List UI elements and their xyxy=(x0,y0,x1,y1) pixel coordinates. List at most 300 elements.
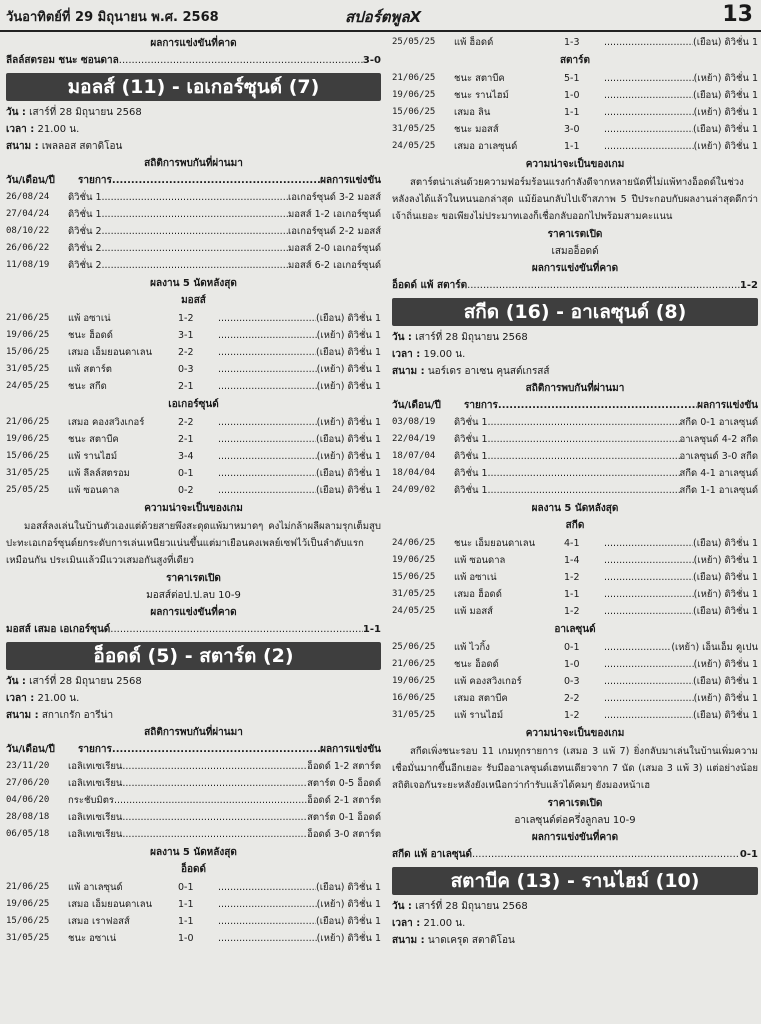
match-day: วัน : เสาร์ที่ 28 มิถุนายน 2568 xyxy=(392,332,528,343)
team-heading: มอสส์ xyxy=(181,295,206,306)
form-result: แพ้ คองสวิงเกอร์ xyxy=(454,676,522,687)
h2h-competition: ดิวิชั่น 2 xyxy=(68,226,102,237)
form-row xyxy=(6,431,381,448)
form-score: 2-1 xyxy=(178,381,194,392)
dot-leader xyxy=(218,879,316,896)
prediction-text: ลีลล์สตรอม ชนะ ซอนดาล xyxy=(6,55,119,66)
h2h-date: 03/08/19 xyxy=(392,417,436,427)
form-list xyxy=(6,414,381,499)
h2h-competition: ดิวิชั่น 2 xyxy=(68,260,102,271)
form-result: ชนะ มอสส์ xyxy=(454,124,499,135)
dot-leader xyxy=(604,603,693,620)
form-date: 21/06/25 xyxy=(392,659,436,669)
h2h-date: 18/07/04 xyxy=(392,451,436,461)
form-result: ชนะ รานไฮม์ xyxy=(454,90,509,101)
h2h-competition: เอลิเทเซเรียน xyxy=(68,812,123,823)
form-list xyxy=(392,70,758,155)
h2h-result: มอสส์ 2-0 เอเกอร์ซุนด์ xyxy=(288,243,381,254)
form-score: 0-1 xyxy=(564,642,580,653)
h2h-row xyxy=(6,223,381,240)
form-result: เสมอ เราฟอสส์ xyxy=(68,916,130,927)
form-score: 1-3 xyxy=(564,37,580,48)
dot-leader xyxy=(218,344,316,361)
section-heading: ราคาเรตเปิด xyxy=(547,229,603,240)
dot-leader xyxy=(604,34,693,51)
form-result: เสมอ คองสวิงเกอร์ xyxy=(68,417,145,428)
form-date: 15/06/25 xyxy=(6,916,50,926)
dot-leader xyxy=(122,826,307,843)
dot-leader xyxy=(218,361,317,378)
form-date: 16/06/25 xyxy=(392,693,436,703)
h2h-date: 22/04/19 xyxy=(392,434,436,444)
form-date: 31/05/25 xyxy=(6,933,50,943)
odds-value: มอสส์ต่อป.ป.ลบ 10-9 xyxy=(146,590,241,601)
h2h-list xyxy=(6,758,381,843)
h2h-row xyxy=(6,240,381,257)
dot-leader xyxy=(604,586,694,603)
dot-leader xyxy=(604,569,693,586)
dot-leader xyxy=(119,53,363,69)
form-score: 5-1 xyxy=(564,73,580,84)
dot-leader xyxy=(102,189,288,206)
dot-leader xyxy=(604,707,693,724)
form-info: (เยือน) ดิวิชั่น 1 xyxy=(693,710,758,721)
team-heading: สกีด xyxy=(565,520,585,531)
form-date: 24/05/25 xyxy=(392,606,436,616)
form-score: 1-2 xyxy=(564,710,580,721)
form-row xyxy=(392,34,758,51)
section-heading: สถิติการพบกันที่ผ่านมา xyxy=(144,727,243,738)
form-result: แพ้ ฮ็อดด์ xyxy=(454,37,494,48)
form-info: (เหย้า) เอ็นเอ็ม คูเปน xyxy=(671,642,758,653)
form-date: 24/05/25 xyxy=(6,381,50,391)
dot-leader xyxy=(218,930,317,947)
form-row xyxy=(392,586,758,603)
dot-leader xyxy=(218,378,317,395)
form-row xyxy=(6,482,381,499)
section-heading: ผลการแข่งขันที่คาด xyxy=(531,263,619,274)
match-banner: อ็อดด์ (5) - สตาร์ต (2) xyxy=(6,642,381,670)
dot-leader xyxy=(604,121,693,138)
section-heading: ผลงาน 5 นัดหลังสุด xyxy=(150,278,237,289)
form-score: 2-2 xyxy=(178,347,194,358)
form-result: เสมอ เอ็มยอนดาเลน xyxy=(68,899,153,910)
issue-date: วันอาทิตย์ที่ 29 มิถุนายน พ.ศ. 2568 xyxy=(6,10,219,25)
form-info: (เยือน) ดิวิชั่น 1 xyxy=(316,313,381,324)
form-row xyxy=(392,552,758,569)
section-heading: ผลงาน 5 นัดหลังสุด xyxy=(150,847,237,858)
dot-leader xyxy=(604,535,693,552)
form-info: (เยือน) ดิวิชั่น 1 xyxy=(693,606,758,617)
dot-leader xyxy=(218,310,316,327)
h2h-competition: เอลิเทเซเรียน xyxy=(68,778,123,789)
h2h-competition: ดิวิชั่น 1 xyxy=(454,434,488,445)
form-score: 3-0 xyxy=(564,124,580,135)
form-info: (เหย้า) ดิวิชั่น 1 xyxy=(316,417,381,428)
h2h-header: วัน/เดือน/ปี รายการ ..... ผลการแข่งขัน xyxy=(6,742,381,758)
h2h-result: เอเกอร์ซุนด์ 2-2 มอสส์ xyxy=(288,226,381,237)
form-info: (เหย้า) ดิวิชั่น 1 xyxy=(316,451,381,462)
form-result: แพ้ มอสส์ xyxy=(454,606,493,617)
publication-logo: สปอร์ตพูลX xyxy=(345,8,422,26)
form-row xyxy=(6,361,381,378)
section-heading: ผลการแข่งขันที่คาด xyxy=(150,607,237,618)
prediction-line: สกีด แพ้ อาเลซุนด์ ..... 0-1 xyxy=(392,847,758,863)
form-score: 1-0 xyxy=(564,659,580,670)
form-info: (เยือน) ดิวิชั่น 1 xyxy=(693,90,758,101)
section-heading: สถิติการพบกันที่ผ่านมา xyxy=(144,158,243,169)
h2h-result: อาเลซุนด์ 3-0 สกีด xyxy=(679,451,758,462)
match-time: เวลา : 19.00 น. xyxy=(392,349,466,360)
h2h-row xyxy=(392,448,758,465)
h2h-row xyxy=(6,206,381,223)
form-score: 0-2 xyxy=(178,485,194,496)
prediction-line: อ็อดด์ แพ้ สตาร์ต ..... 1-2 xyxy=(392,278,758,294)
form-date: 19/06/25 xyxy=(6,434,50,444)
dot-leader xyxy=(102,257,288,274)
form-row xyxy=(392,569,758,586)
prediction-line: มอสส์ เสมอ เอเกอร์ซุนด์ ..... 1-1 xyxy=(6,622,381,638)
team-heading: เอเกอร์ซุนด์ xyxy=(168,399,219,410)
team-heading: อ็อดด์ xyxy=(181,864,206,875)
form-info: (เหย้า) ดิวิชั่น 1 xyxy=(693,73,758,84)
dot-leader xyxy=(604,104,694,121)
match-day: วัน : เสาร์ที่ 28 มิถุนายน 2568 xyxy=(6,676,142,687)
form-date: 25/05/25 xyxy=(6,485,50,495)
dot-leader xyxy=(488,465,680,482)
form-date: 31/05/25 xyxy=(6,364,50,374)
form-info: (เหย้า) ดิวิชั่น 1 xyxy=(693,659,758,670)
h2h-date: 26/06/22 xyxy=(6,243,50,253)
form-row xyxy=(392,70,758,87)
form-date: 15/06/25 xyxy=(392,107,436,117)
form-score: 1-0 xyxy=(564,90,580,101)
form-date: 19/06/25 xyxy=(392,676,436,686)
form-score: 1-1 xyxy=(564,107,580,118)
form-row xyxy=(392,138,758,155)
form-date: 19/06/25 xyxy=(392,90,436,100)
form-date: 15/06/25 xyxy=(392,572,436,582)
h2h-result: มอสส์ 6-2 เอเกอร์ซุนด์ xyxy=(288,260,381,271)
form-score: 1-2 xyxy=(178,313,194,324)
h2h-result: สกีด 4-1 อาเลซุนด์ xyxy=(679,468,758,479)
h2h-competition: ดิวิชั่น 1 xyxy=(68,209,102,220)
match-venue: สนาม : นาดเครุด สตาดิโอน xyxy=(392,935,515,946)
form-date: 21/06/25 xyxy=(6,882,50,892)
h2h-competition: ดิวิชั่น 1 xyxy=(68,192,102,203)
dot-leader xyxy=(488,448,680,465)
form-info: (เยือน) ดิวิชั่น 1 xyxy=(316,916,381,927)
h2h-result: สกีด 1-1 อาเลซุนด์ xyxy=(679,485,758,496)
h2h-competition: ดิวิชั่น 1 xyxy=(454,417,488,428)
dot-leader xyxy=(218,482,316,499)
form-list xyxy=(392,34,758,51)
h2h-date: 27/04/24 xyxy=(6,209,50,219)
h2h-date: 18/04/04 xyxy=(392,468,436,478)
h2h-list xyxy=(392,414,758,499)
form-row xyxy=(6,327,381,344)
form-date: 19/06/25 xyxy=(6,899,50,909)
odds-value: อาเลซุนด์ต่อครึ่งลูกลบ 10-9 xyxy=(514,815,636,826)
form-list xyxy=(6,310,381,395)
h2h-date: 26/08/24 xyxy=(6,192,50,202)
team-heading: สตาร์ต xyxy=(559,55,591,66)
match-banner: มอลส์ (11) - เอเกอร์ซุนด์ (7) xyxy=(6,73,381,101)
section-heading: ผลการแข่งขันที่คาด xyxy=(531,832,619,843)
dot-leader xyxy=(218,448,317,465)
form-score: 0-3 xyxy=(564,676,580,687)
h2h-date: 23/11/20 xyxy=(6,761,50,771)
match-banner: สกีด (16) - อาเลซุนด์ (8) xyxy=(392,298,758,326)
h2h-row xyxy=(6,775,381,792)
form-date: 31/05/25 xyxy=(6,468,50,478)
h2h-row xyxy=(6,758,381,775)
h2h-date: 04/06/20 xyxy=(6,795,50,805)
form-row xyxy=(6,344,381,361)
form-info: (เยือน) ดิวิชั่น 1 xyxy=(693,538,758,549)
left-column xyxy=(6,34,381,1024)
form-row xyxy=(392,535,758,552)
h2h-date: 08/10/22 xyxy=(6,226,50,236)
match-day: วัน : เสาร์ที่ 28 มิถุนายน 2568 xyxy=(6,107,142,118)
form-info: (เหย้า) ดิวิชั่น 1 xyxy=(693,555,758,566)
form-score: 4-1 xyxy=(564,538,580,549)
match-time: เวลา : 21.00 น. xyxy=(6,693,80,704)
form-score: 1-1 xyxy=(564,589,580,600)
form-row xyxy=(392,104,758,121)
dot-leader xyxy=(604,138,694,155)
h2h-row xyxy=(6,826,381,843)
match-venue: สนาม : สกาเกรัก อารีน่า xyxy=(6,710,114,721)
form-result: ชนะ อซาเน่ xyxy=(68,933,117,944)
form-result: แพ้ ไวกิ้ง xyxy=(454,642,490,653)
form-score: 2-1 xyxy=(178,434,194,445)
form-result: ชนะ เอ็มยอนดาเลน xyxy=(454,538,536,549)
h2h-competition: กระชับมิตร xyxy=(68,795,114,806)
prediction-line xyxy=(6,53,381,69)
dot-leader xyxy=(218,896,317,913)
form-info: (เหย้า) ดิวิชั่น 1 xyxy=(693,107,758,118)
form-info: (เยือน) ดิวิชั่น 1 xyxy=(316,882,381,893)
analysis-paragraph: สกีดเพิ่งชนะรอบ 11 เกมทุกรายการ (เสมอ 3 แพ้ 7) ยิ่งกลับมาเล่นในบ้านเพิ่มความเชื่อมั่นมากขึ้นอีกเยอะ รับมืออาเลซุนด์เฮทนเดียวจาก 7 นัด (เสมอ 3 แพ้ 3) แต่อย่างน้อยสถิติเจอกันระยะหลังยังเหนือกว่ากำรับแล้วได้คมๆ ยังมองหน้าเฮ xyxy=(392,746,758,791)
form-row xyxy=(6,913,381,930)
form-score: 1-4 xyxy=(564,555,580,566)
dot-leader xyxy=(488,482,680,499)
form-result: แพ้ อซาเน่ xyxy=(454,572,497,583)
form-date: 31/05/25 xyxy=(392,589,436,599)
dot-leader xyxy=(488,431,680,448)
odds-value: เสมออ็อดด์ xyxy=(551,246,599,257)
dot-leader xyxy=(604,87,693,104)
form-row xyxy=(6,414,381,431)
form-info: (เหย้า) ดิวิชั่น 1 xyxy=(693,141,758,152)
form-row xyxy=(392,707,758,724)
form-score: 3-4 xyxy=(178,451,194,462)
section-heading: ราคาเรตเปิด xyxy=(547,798,603,809)
h2h-result: เอเกอร์ซุนด์ 3-2 มอสส์ xyxy=(288,192,381,203)
match-day: วัน : เสาร์ที่ 28 มิถุนายน 2568 xyxy=(392,901,528,912)
form-row xyxy=(392,656,758,673)
form-info: (เยือน) ดิวิชั่น 1 xyxy=(316,485,381,496)
section-heading: ผลการแข่งขันที่คาด xyxy=(150,38,237,49)
dot-leader xyxy=(218,465,316,482)
match-time: เวลา : 21.00 น. xyxy=(6,124,80,135)
form-score: 1-2 xyxy=(564,572,580,583)
form-list xyxy=(6,879,381,947)
form-row xyxy=(392,690,758,707)
section-heading: สถิติการพบกันที่ผ่านมา xyxy=(525,383,625,394)
dot-leader xyxy=(218,913,316,930)
form-date: 25/06/25 xyxy=(392,642,436,652)
form-date: 31/05/25 xyxy=(392,710,436,720)
dot-leader xyxy=(604,639,671,656)
form-row xyxy=(6,896,381,913)
form-result: ชนะ สกีด xyxy=(68,381,107,392)
form-score: 1-0 xyxy=(178,933,194,944)
h2h-result: มอสส์ 1-2 เอเกอร์ซุนด์ xyxy=(288,209,381,220)
analysis-paragraph: มอสส์ลงเล่นในบ้านตัวเองแต่ด้วยสายพึงสะดุดแพ้มาหมาดๆ คงไม่กล้าผลีผลามรุกเต็มสูบ ปะทะเอเกอร์ซุนด์ยกระดับการเล่นเหนียวแน่นขึ้นแต่มาเยือนคงเพลย์เซฟไว้เป็นลำดับแรกเหมือนกัน ประเมินแล้วมีแววเสมอกันสูงที่เดียว xyxy=(6,521,381,566)
form-result: แพ้ รานไฮม์ xyxy=(68,451,118,462)
form-row xyxy=(392,639,758,656)
form-date: 21/06/25 xyxy=(6,417,50,427)
form-info: (เยือน) ดิวิชั่น 1 xyxy=(316,468,381,479)
h2h-result: อาเลซุนด์ 4-2 สกีด xyxy=(679,434,758,445)
form-info: (เยือน) ดิวิชั่น 1 xyxy=(316,434,381,445)
prediction-score: 3-0 xyxy=(362,55,381,66)
section-heading: ความน่าจะเป็นของเกม xyxy=(525,159,625,170)
dot-leader xyxy=(604,656,694,673)
dot-leader xyxy=(604,552,694,569)
h2h-header: วัน/เดือน/ปี รายการ ..... ผลการแข่งขัน xyxy=(392,398,758,414)
match-venue: สนาม : นอร์เดร อาเซน คุนสต์เกรสส์ xyxy=(392,366,550,377)
form-date: 19/06/25 xyxy=(6,330,50,340)
form-score: 2-2 xyxy=(178,417,194,428)
form-result: แพ้ รานไฮม์ xyxy=(454,710,504,721)
h2h-list xyxy=(6,189,381,274)
h2h-result: สตาร์ต 0-5 อ็อดด์ xyxy=(307,778,381,789)
h2h-result: อ็อดด์ 3-0 สตาร์ต xyxy=(307,829,381,840)
h2h-competition: ดิวิชั่น 1 xyxy=(454,485,488,496)
h2h-row xyxy=(392,431,758,448)
dot-leader xyxy=(122,775,307,792)
form-result: แพ้ ซอนดาล xyxy=(454,555,506,566)
form-list xyxy=(392,535,758,620)
form-row xyxy=(6,378,381,395)
form-row xyxy=(6,448,381,465)
h2h-row xyxy=(6,809,381,826)
form-date: 31/05/25 xyxy=(392,124,436,134)
form-info: (เหย้า) ดิวิชั่น 1 xyxy=(316,330,381,341)
form-result: ชนะ สตาบีค xyxy=(454,73,505,84)
form-score: 0-1 xyxy=(178,468,194,479)
dot-leader xyxy=(604,673,693,690)
form-result: แพ้ ลีลล์สตรอม xyxy=(68,468,130,479)
form-info: (เยือน) ดิวิชั่น 1 xyxy=(693,676,758,687)
section-heading: ความน่าจะเป็นของเกม xyxy=(525,728,625,739)
form-score: 3-1 xyxy=(178,330,194,341)
form-info: (เยือน) ดิวิชั่น 1 xyxy=(316,347,381,358)
match-time: เวลา : 21.00 น. xyxy=(392,918,466,929)
dot-leader xyxy=(604,690,694,707)
form-result: ชนะ สตาบีค xyxy=(68,434,119,445)
form-row xyxy=(392,603,758,620)
form-score: 1-1 xyxy=(178,899,194,910)
form-date: 19/06/25 xyxy=(392,555,436,565)
form-result: ชนะ อ็อดด์ xyxy=(454,659,499,670)
form-info: (เหย้า) ดิวิชั่น 1 xyxy=(693,693,758,704)
page-number: 13 xyxy=(722,2,753,27)
form-score: 0-1 xyxy=(178,882,194,893)
form-score: 2-2 xyxy=(564,693,580,704)
dot-leader xyxy=(488,414,680,431)
section-heading: ผลงาน 5 นัดหลังสุด xyxy=(531,503,619,514)
team-heading: อาเลซุนด์ xyxy=(554,624,596,635)
h2h-result: อ็อดด์ 1-2 สตาร์ต xyxy=(307,761,381,772)
h2h-date: 28/08/18 xyxy=(6,812,50,822)
form-row xyxy=(6,930,381,947)
form-result: ชนะ ฮ็อดด์ xyxy=(68,330,113,341)
form-row xyxy=(392,121,758,138)
form-result: แพ้ อาเลซุนด์ xyxy=(68,882,123,893)
form-date: 21/06/25 xyxy=(392,73,436,83)
match-banner: สตาบีค (13) - รานไฮม์ (10) xyxy=(392,867,758,895)
h2h-competition: ดิวิชั่น 1 xyxy=(454,451,488,462)
section-heading: ราคาเรตเปิด xyxy=(166,573,221,584)
form-row xyxy=(6,879,381,896)
form-date: 15/06/25 xyxy=(6,451,50,461)
form-result: เสมอ อาเลซุนด์ xyxy=(454,141,518,152)
form-info: (เยือน) ดิวิชั่น 1 xyxy=(693,572,758,583)
form-info: (เยือน) ดิวิชั่น 1 xyxy=(693,124,758,135)
h2h-result: สตาร์ต 0-1 อ็อดด์ xyxy=(307,812,381,823)
h2h-result: อ็อดด์ 2-1 สตาร์ต xyxy=(307,795,381,806)
form-info: (เหย้า) ดิวิชั่น 1 xyxy=(316,364,381,375)
h2h-row xyxy=(6,257,381,274)
form-info: (เหย้า) ดิวิชั่น 1 xyxy=(316,933,381,944)
dot-leader xyxy=(122,758,307,775)
form-result: เสมอ ลิน xyxy=(454,107,491,118)
dot-leader xyxy=(218,431,316,448)
h2h-competition: ดิวิชั่น 2 xyxy=(68,243,102,254)
dot-leader xyxy=(218,414,317,431)
form-date: 15/06/25 xyxy=(6,347,50,357)
h2h-date: 27/06/20 xyxy=(6,778,50,788)
dot-leader xyxy=(102,240,288,257)
right-column xyxy=(392,34,758,1024)
form-result: แพ้ อซาเน่ xyxy=(68,313,111,324)
page-header xyxy=(0,0,761,32)
form-result: เสมอ สตาบีค xyxy=(454,693,508,704)
form-row xyxy=(6,465,381,482)
form-result: แพ้ ซอนดาล xyxy=(68,485,120,496)
h2h-header: วัน/เดือน/ปี รายการ ..... ผลการแข่งขัน xyxy=(6,173,381,189)
h2h-date: 06/05/18 xyxy=(6,829,50,839)
h2h-date: 11/08/19 xyxy=(6,260,50,270)
h2h-date: 24/09/02 xyxy=(392,485,436,495)
form-row xyxy=(6,310,381,327)
form-date: 25/05/25 xyxy=(392,37,436,47)
form-score: 1-1 xyxy=(564,141,580,152)
form-info: (เหย้า) ดิวิชั่น 1 xyxy=(693,589,758,600)
h2h-row xyxy=(392,465,758,482)
dot-leader xyxy=(102,206,288,223)
dot-leader xyxy=(102,223,288,240)
section-heading: ความน่าจะเป็นของเกม xyxy=(144,503,243,514)
form-score: 0-3 xyxy=(178,364,194,375)
h2h-row xyxy=(6,792,381,809)
form-info: (เหย้า) ดิวิชั่น 1 xyxy=(316,899,381,910)
form-score: 1-2 xyxy=(564,606,580,617)
